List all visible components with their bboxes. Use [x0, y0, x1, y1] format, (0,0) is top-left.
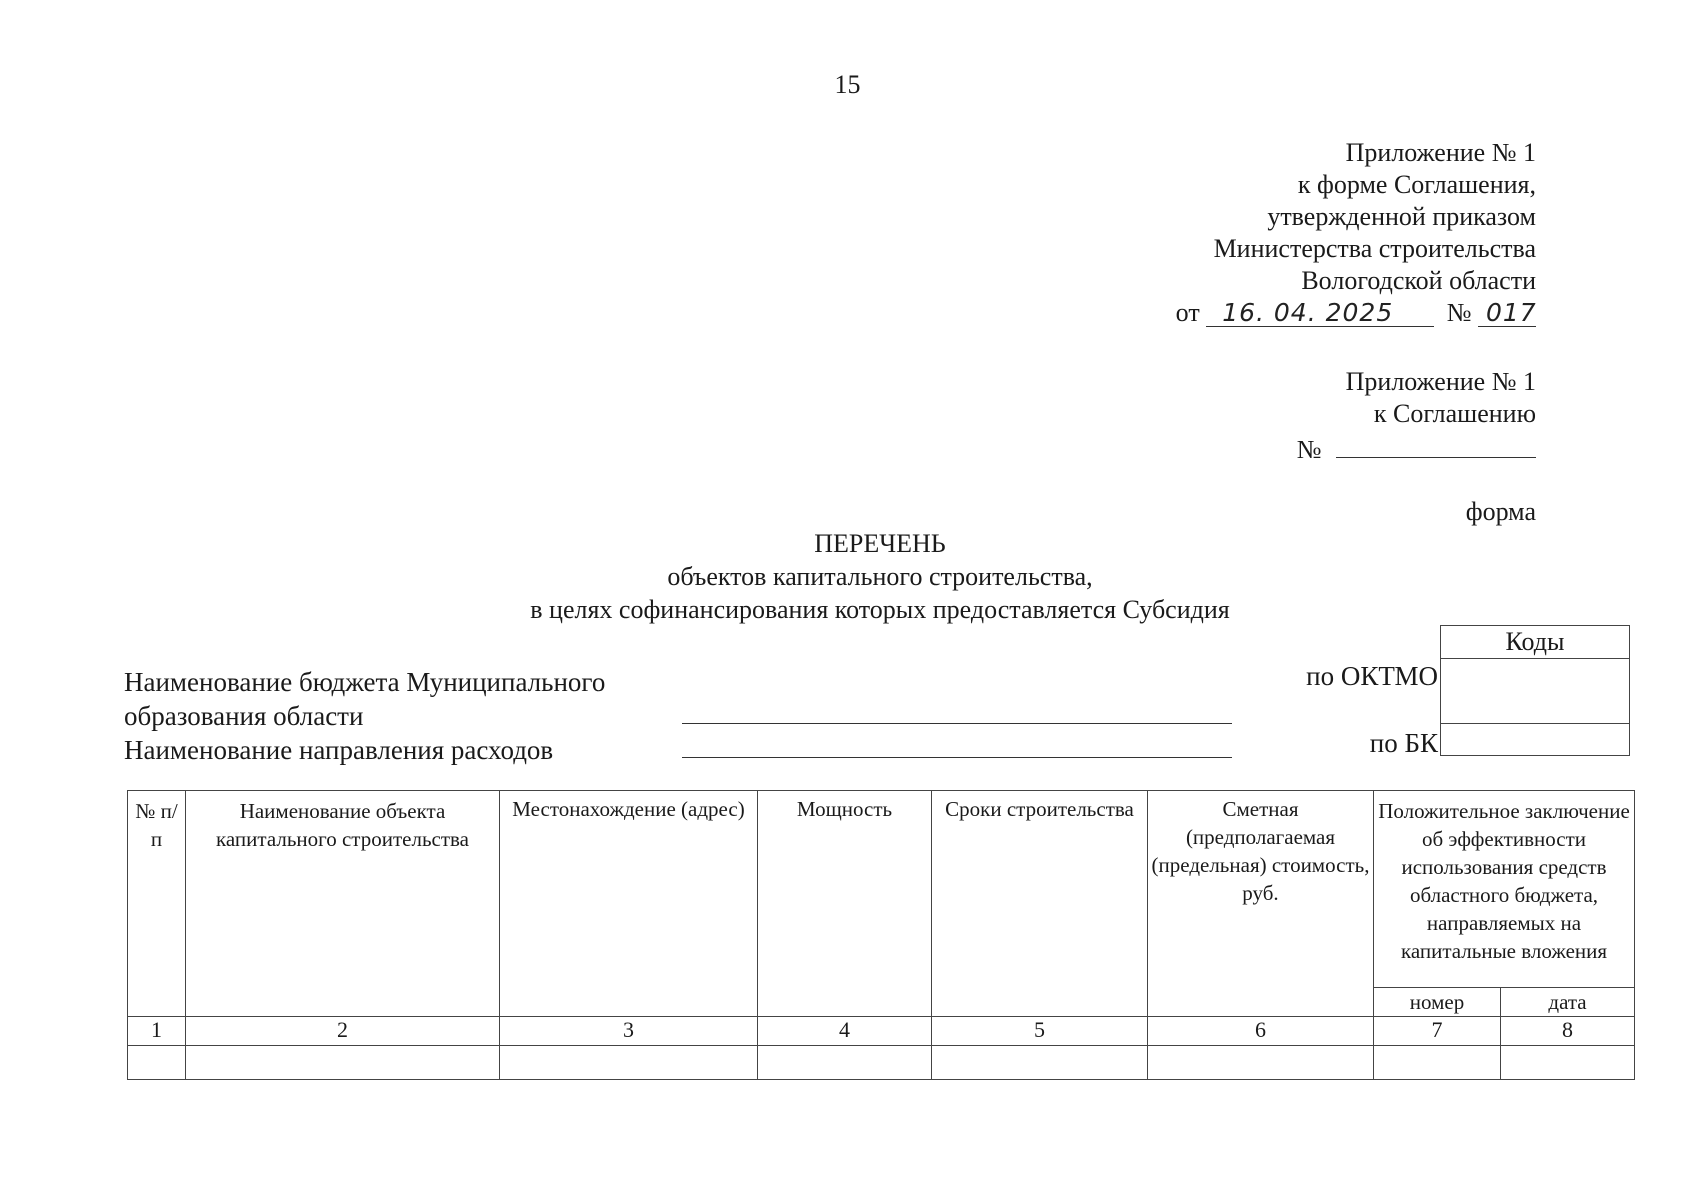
form-label: форма: [1465, 497, 1536, 526]
data-cell[interactable]: [1148, 1046, 1374, 1080]
table-header-row: [128, 791, 1635, 988]
appendix-line: Приложение № 1: [1345, 367, 1536, 396]
approval-block: [1016, 137, 1536, 329]
budget-field-line[interactable]: [682, 723, 1232, 724]
bk-code-cell[interactable]: [1441, 724, 1629, 756]
table-row: [128, 1046, 1635, 1080]
column-number: 8: [1501, 1017, 1635, 1046]
data-cell[interactable]: [1501, 1046, 1635, 1080]
header-cell: № п/п: [128, 791, 186, 1017]
document-title: [300, 527, 1460, 626]
data-cell[interactable]: [1374, 1046, 1501, 1080]
column-number: 5: [932, 1017, 1148, 1046]
column-number: 6: [1148, 1017, 1374, 1046]
approval-date-value: 16. 04. 2025: [1206, 300, 1434, 327]
approval-line: к форме Соглашения,: [1297, 170, 1536, 199]
budget-label: образования области: [124, 701, 364, 731]
approval-number-value: 017: [1478, 300, 1536, 327]
approval-line: утвержденной приказом: [1267, 202, 1536, 231]
data-cell[interactable]: [932, 1046, 1148, 1080]
data-cell[interactable]: [186, 1046, 500, 1080]
data-cell[interactable]: [500, 1046, 758, 1080]
appendix-number-line: [1136, 430, 1536, 466]
column-number: 2: [186, 1017, 500, 1046]
codes-header: Коды: [1441, 626, 1629, 659]
approval-line: Вологодской области: [1301, 266, 1536, 295]
header-cell: Мощность: [758, 791, 932, 1017]
header-cell: дата: [1501, 988, 1635, 1017]
appendix-line: к Соглашению: [1373, 399, 1536, 428]
oktmo-label: по ОКТМО: [1306, 661, 1438, 691]
header-cell: номер: [1374, 988, 1501, 1017]
title-line: объектов капитального строительства,: [667, 562, 1093, 591]
approval-date-line: [1016, 297, 1536, 329]
direction-label: Наименование направления расходов: [124, 735, 554, 765]
objects-table: [127, 790, 1635, 1080]
appendix-block: [1136, 366, 1536, 466]
approval-line: Министерства строительства: [1213, 234, 1536, 263]
codes-box: [1440, 625, 1630, 756]
column-number-row: [128, 1017, 1635, 1046]
header-cell: Сроки строительства: [932, 791, 1148, 1017]
appendix-number-prefix: №: [1296, 435, 1322, 464]
number-prefix: №: [1446, 298, 1472, 327]
approval-line: Приложение № 1: [1345, 138, 1536, 167]
column-number: 3: [500, 1017, 758, 1046]
title-heading: ПЕРЕЧЕНЬ: [814, 529, 946, 558]
column-number: 7: [1374, 1017, 1501, 1046]
column-number: 4: [758, 1017, 932, 1046]
field-labels: [124, 665, 605, 767]
header-cell: Сметная (предполагаемая (предельная) стоимость, руб.: [1148, 791, 1374, 1017]
date-prefix: от: [1175, 298, 1200, 327]
budget-label: Наименование бюджета Муниципального: [124, 667, 606, 697]
oktmo-code-cell[interactable]: [1441, 659, 1629, 724]
appendix-number-field[interactable]: [1336, 430, 1536, 458]
bk-label: по БК: [1369, 728, 1438, 758]
page-number: 15: [834, 70, 861, 99]
header-cell: Местонахождение (адрес): [500, 791, 758, 1017]
data-cell[interactable]: [758, 1046, 932, 1080]
header-cell-group: Положительное заключение об эффективности использования средств областного бюджета, направляемых на капитальные вложения: [1374, 791, 1635, 988]
header-cell: Наименование объекта капитального строительства: [186, 791, 500, 1017]
column-number: 1: [128, 1017, 186, 1046]
title-line: в целях софинансирования которых предоставляется Субсидия: [530, 595, 1230, 624]
data-cell[interactable]: [128, 1046, 186, 1080]
direction-field-line[interactable]: [682, 757, 1232, 758]
